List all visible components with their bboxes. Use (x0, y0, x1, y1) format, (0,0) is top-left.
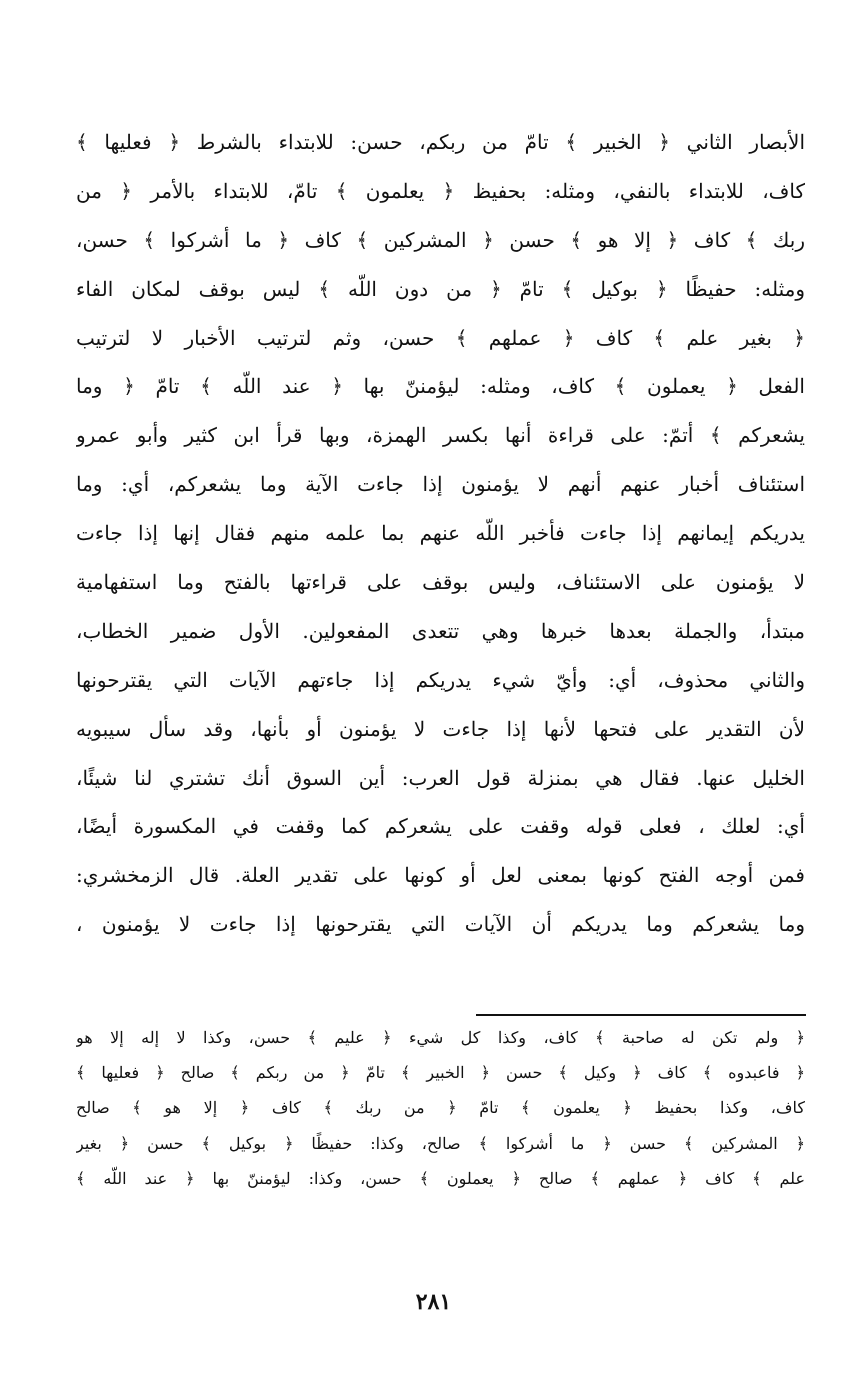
footnote-line: ﴿ المشركين ﴾ حسن ﴿ ما أشركوا ﴾ صالح، وكذا: حفيظًا ﴿ بوكيل ﴾ حسن ﴿ بغير (76, 1133, 805, 1153)
footnote-block (76, 1020, 805, 1196)
main-text-line: فمن أوجه الفتح كونها بمعنى لعل أو كونها على تقدير العلة. قال الزمخشري: (76, 863, 805, 888)
main-text-line: الفعل ﴿ يعملون ﴾ كاف، ومثله: ليؤمننّ بها ﴿ عند اللّه ﴾ تامّ ﴿ وما (76, 374, 805, 399)
main-text-line: الأبصار الثاني ﴿ الخبير ﴾ تامّ من ربكم، حسن: للابتداء بالشرط ﴿ فعليها ﴾ (76, 130, 805, 154)
main-text-line: استئناف أخبار عنهم أنهم لا يؤمنون إذا جاءت الآية وما يشعركم، أي: وما (76, 472, 805, 497)
footnote-line: علم ﴾ كاف ﴿ عملهم ﴾ صالح ﴿ يعملون ﴾ حسن، وكذا: ليؤمننّ بها ﴿ عند اللّه ﴾ (76, 1168, 805, 1188)
footnote-divider (476, 1014, 806, 1016)
page-number: ٢٨١ (415, 1289, 452, 1315)
main-text-line: لأن التقدير على فتحها لأنها إذا جاءت لا يؤمنون أو بأنها، وقد سأل سيبويه (76, 716, 805, 741)
main-text-line: والثاني محذوف، أي: وأيّ شيء يدريكم إذا جاءتهم الآيات التي يقترحونها (76, 667, 805, 692)
footnote-line: كاف، وكذا بحفيظ ﴿ يعلمون ﴾ تامّ ﴿ من ربك ﴾ كاف ﴿ إلا هو ﴾ صالح (76, 1098, 805, 1118)
main-text-line: لا يؤمنون على الاستئناف، وليس بوقف على قراءتها بالفتح وما استفهامية (76, 570, 805, 595)
main-text-line: الخليل عنها. فقال هي بمنزلة قول العرب: أين السوق أنك تشتري لنا شيئًا، (76, 765, 805, 790)
main-text-line: أي: لعلك ، فعلى قوله وقفت على يشعركم كما وقفت في المكسورة أيضًا، (76, 814, 805, 839)
footnote-line: ﴿ ولم تكن له صاحبة ﴾ كاف، وكذا كل شيء ﴿ عليم ﴾ حسن، وكذا لا إله إلا هو (76, 1028, 805, 1047)
main-text-line: يشعركم ﴾ أتمّ: على قراءة أنها بكسر الهمزة، وبها قرأ ابن كثير وأبو عمرو (76, 423, 805, 448)
main-text-line: يدريكم إيمانهم إذا جاءت فأخبر اللّه عنهم بما علمه منهم فقال إنها إذا جاءت (76, 521, 805, 546)
main-text-line: مبتدأ، والجملة بعدها خبرها وهي تتعدى المفعولين. الأول ضمير الخطاب، (76, 618, 805, 643)
main-text-block (76, 118, 805, 949)
main-text-line: ربك ﴾ كاف ﴿ إلا هو ﴾ حسن ﴿ المشركين ﴾ كاف ﴿ ما أشركوا ﴾ حسن، (76, 227, 805, 252)
main-text-line: كاف، للابتداء بالنفي، ومثله: بحفيظ ﴿ يعلمون ﴾ تامّ، للابتداء بالأمر ﴿ من (76, 178, 805, 203)
footnote-line: ﴿ فاعبدوه ﴾ كاف ﴿ وكيل ﴾ حسن ﴿ الخبير ﴾ تامّ ﴿ من ربكم ﴾ صالح ﴿ فعليها ﴾ (76, 1063, 805, 1083)
main-text-line: ﴿ بغير علم ﴾ كاف ﴿ عملهم ﴾ حسن، وثم لترتيب الأخبار لا لترتيب (76, 325, 805, 350)
main-text-line: ومثله: حفيظًا ﴿ بوكيل ﴾ تامّ ﴿ من دون اللّه ﴾ ليس بوقف لمكان الفاء (76, 276, 805, 301)
main-text-line: وما يشعركم وما يدريكم أن الآيات التي يقترحونها إذا جاءت لا يؤمنون ، (76, 912, 805, 937)
